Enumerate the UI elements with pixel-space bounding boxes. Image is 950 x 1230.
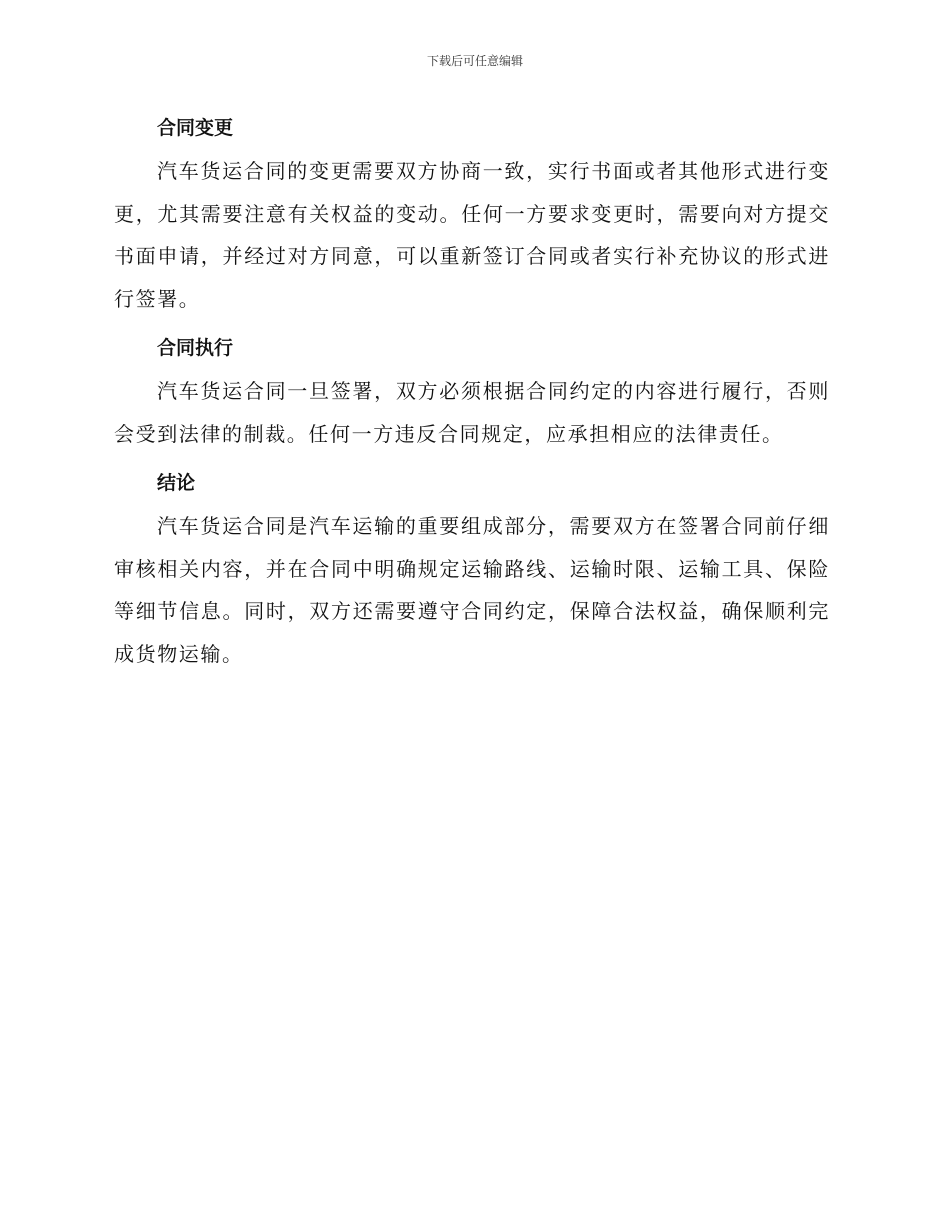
section-contract-execution — [114, 326, 830, 455]
document-body — [114, 106, 830, 681]
section-heading: 合同变更 — [157, 117, 234, 139]
section-conclusion — [114, 461, 830, 675]
section-heading: 合同执行 — [157, 337, 234, 359]
section-paragraph: 汽车货运合同是汽车运输的重要组成部分，需要双方在签署合同前仔细审核相关内容，并在合同中明确规定运输路线、运输时限、运输工具、保险等细节信息。同时，双方还需要遵守合同约定，保障合法权益，确保顺利完成货物运输。 — [114, 514, 830, 666]
section-heading: 结论 — [157, 472, 196, 494]
section-paragraph: 汽车货运合同的变更需要双方协商一致，实行书面或者其他形式进行变更，尤其需要注意有关权益的变动。任何一方要求变更时，需要向对方提交书面申请，并经过对方同意，可以重新签订合同或者实行补充协议的形式进行签署。 — [114, 159, 830, 311]
section-paragraph: 汽车货运合同一旦签署，双方必须根据合同约定的内容进行履行，否则会受到法律的制裁。任何一方违反合同规定，应承担相应的法律责任。 — [114, 379, 830, 446]
section-contract-change — [114, 106, 830, 320]
running-header: 下载后可任意编辑 — [426, 54, 523, 68]
